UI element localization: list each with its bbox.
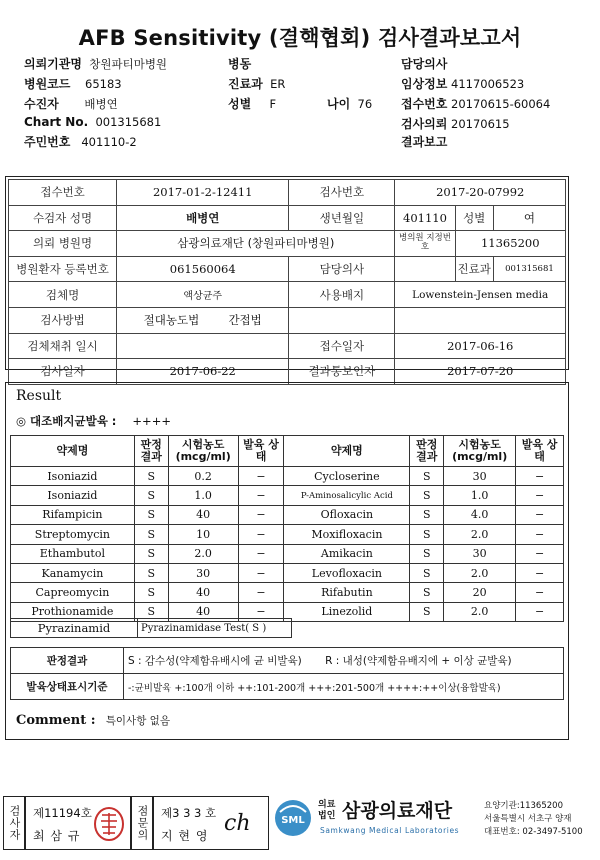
col-conc: 시험농도 (mcg/ml) (444, 436, 516, 467)
drug-conc: 2.0 (444, 602, 516, 621)
drug-conc: 30 (444, 467, 516, 486)
examiner-label: 검사자 (8, 805, 21, 841)
drug-conc: 2.0 (168, 544, 238, 563)
drug-drug: Isoniazid (11, 467, 135, 486)
col-growth: 발육 상태 (516, 436, 564, 467)
reviewer-signature: ch (224, 811, 251, 836)
header-receipt: 접수번호 20170615-60064 (401, 97, 551, 111)
reviewer-label-cell (131, 796, 153, 850)
drug-conc: 4.0 (444, 505, 516, 524)
drug-drug: Cycloserine (284, 467, 410, 486)
drug-judge: S (410, 544, 444, 563)
legend-table (10, 647, 564, 700)
header-ward: 병동 (228, 57, 252, 71)
info-dob-label: 생년월일 (289, 205, 395, 231)
judge-criteria: S : 감수성(약제함유배시에 균 비발육) R : 내성(약제함유배지에 + 이상 균발육) (124, 648, 564, 674)
drug-judge: S (134, 563, 168, 582)
header-resident: 주민번호 401110-2 (24, 135, 137, 149)
col-drug: 약제명 (284, 436, 410, 467)
drug-drug: Rifampicin (11, 505, 135, 524)
drug-drug: Capreomycin (11, 583, 135, 602)
drug-table (10, 435, 564, 622)
drug-conc: 20 (444, 583, 516, 602)
drug-growth: − (516, 525, 564, 544)
drug-conc: 30 (444, 544, 516, 563)
sml-logo-icon (272, 796, 314, 840)
info-hospital: 삼광의료재단 (창원파티마병원) (117, 231, 395, 257)
result-heading: Result (16, 388, 62, 404)
drug-conc: 1.0 (168, 486, 238, 505)
info-testno: 2017-20-07992 (395, 180, 566, 206)
header-doctor: 담당의사 (401, 57, 448, 71)
drug-judge: S (134, 583, 168, 602)
header-code: 병원코드 65183 (24, 77, 122, 91)
drug-growth: − (238, 505, 284, 524)
info-hospital-label: 의뢰 병원명 (9, 231, 117, 257)
reviewer-name: 지 현 영 (161, 829, 209, 843)
drug-row (11, 544, 564, 563)
header-dept: 진료과 ER (228, 77, 286, 91)
drug-drug: Prothionamide (11, 602, 135, 621)
info-dob: 401110 (395, 205, 455, 231)
drug-judge: S (410, 505, 444, 524)
examiner-name: 최 삼 규 (33, 829, 81, 843)
drug-drug: Ethambutol (11, 544, 135, 563)
pza-result: Pyrazinamidase Test( S ) (138, 619, 292, 638)
drug-drug: Kanamycin (11, 563, 135, 582)
drug-drug: P-Aminosalicylic Acid (284, 486, 410, 505)
drug-judge: S (410, 583, 444, 602)
header-hospital: 의뢰기관명 창원파티마병원 (24, 57, 168, 71)
info-doctor (395, 256, 455, 282)
drug-drug: Streptomycin (11, 525, 135, 544)
examiner-no: 제11194호 (33, 806, 92, 820)
org-en: Samkwang Medical Laboratories (320, 826, 460, 835)
drug-conc: 0.2 (168, 467, 238, 486)
drug-conc: 2.0 (444, 525, 516, 544)
info-specimen-label: 검체명 (9, 282, 117, 308)
drug-conc: 40 (168, 583, 238, 602)
drug-growth: − (238, 583, 284, 602)
info-reg: 061560064 (117, 256, 289, 282)
drug-row (11, 486, 564, 505)
drug-drug: Isoniazid (11, 486, 135, 505)
reviewer-label: 점문의 (136, 805, 149, 841)
info-testno-label: 검사번호 (289, 180, 395, 206)
info-testdate: 2017-06-22 (117, 359, 289, 385)
drug-conc: 30 (168, 563, 238, 582)
drug-drug: Amikacin (284, 544, 410, 563)
drug-row (11, 505, 564, 524)
info-doctor-label: 담당의사 (289, 256, 395, 282)
info-reg-label: 병원환자 등록번호 (9, 256, 117, 282)
info-dept-label: 진료과 (455, 256, 493, 282)
svg-text:SML: SML (281, 815, 305, 826)
header-chart: Chart No. 001315681 (24, 115, 162, 129)
drug-judge: S (410, 563, 444, 582)
drug-growth: − (516, 583, 564, 602)
drug-conc: 40 (168, 602, 238, 621)
drug-judge: S (134, 505, 168, 524)
drug-conc: 1.0 (444, 486, 516, 505)
drug-drug: Levofloxacin (284, 563, 410, 582)
drug-judge: S (134, 544, 168, 563)
report-title: AFB Sensitivity (결핵협회) 검사결과보고서 (78, 26, 522, 50)
drug-judge: S (134, 467, 168, 486)
info-dept: 001315681 (493, 256, 565, 282)
header-clinical: 임상정보 4117006523 (401, 77, 525, 91)
info-name: 배병연 (117, 205, 289, 231)
org-contact: 요양기관:11365200 서울특별시 서초구 양재 대표번호: 02-3497-5100 (484, 801, 583, 837)
pza-table (10, 618, 292, 638)
growth-label: 발육상태표시기준 (11, 674, 124, 700)
info-medium: Lowenstein-Jensen media (395, 282, 566, 308)
col-growth: 발육 상태 (238, 436, 284, 467)
info-sex: 여 (493, 205, 565, 231)
col-judge: 판정 결과 (134, 436, 168, 467)
drug-growth: − (516, 563, 564, 582)
info-table (8, 179, 566, 385)
drug-growth: − (516, 467, 564, 486)
header-patient: 수진자 배병연 (24, 97, 118, 111)
header-request: 검사의뢰 20170615 (401, 117, 510, 131)
info-specimen: 액상균주 (117, 282, 289, 308)
drug-judge: S (410, 467, 444, 486)
info-medium-label: 사용배지 (289, 282, 395, 308)
drug-growth: − (516, 486, 564, 505)
pza-drug: Pyrazinamid (11, 619, 138, 638)
info-method-label: 검사방법 (9, 307, 117, 333)
info-testdate-label: 검사일자 (9, 359, 117, 385)
info-box (5, 176, 569, 379)
header-report: 결과보고 (401, 135, 448, 149)
info-sex-label: 성별 (455, 205, 493, 231)
drug-judge: S (134, 486, 168, 505)
drug-row (11, 563, 564, 582)
info-name-label: 수검자 성명 (9, 205, 117, 231)
info-collect (117, 333, 289, 359)
info-receipt: 2017-01-2-12411 (117, 180, 289, 206)
examiner-label-cell (3, 796, 25, 850)
drug-growth: − (516, 544, 564, 563)
info-notify-label: 결과통보인자 (289, 359, 395, 385)
drug-growth: − (516, 602, 564, 621)
col-conc: 시험농도 (mcg/ml) (168, 436, 238, 467)
reviewer-no: 제3 3 3 호 (161, 806, 217, 820)
drug-row (11, 525, 564, 544)
drug-drug: Ofloxacin (284, 505, 410, 524)
drug-conc: 40 (168, 505, 238, 524)
drug-judge: S (410, 486, 444, 505)
examiner-cell (25, 796, 131, 850)
drug-growth: − (238, 602, 284, 621)
drug-conc: 10 (168, 525, 238, 544)
drug-growth: − (516, 505, 564, 524)
drug-drug: Moxifloxacin (284, 525, 410, 544)
drug-conc: 2.0 (444, 563, 516, 582)
info-hospno: 11365200 (455, 231, 565, 257)
drug-drug: Rifabutin (284, 583, 410, 602)
comment: Comment : 특이사항 없음 (16, 713, 170, 728)
drug-judge: S (134, 602, 168, 621)
info-recv: 2017-06-16 (395, 333, 566, 359)
reviewer-cell (153, 796, 269, 850)
info-collect-label: 검체채취 일시 (9, 333, 117, 359)
drug-growth: − (238, 525, 284, 544)
result-box (5, 382, 569, 740)
info-recv-label: 접수일자 (289, 333, 395, 359)
drug-drug: Linezolid (284, 602, 410, 621)
org-prefix: 의료 법인 (318, 800, 336, 821)
drug-growth: − (238, 544, 284, 563)
header-age: 나이 76 (327, 97, 373, 111)
drug-judge: S (410, 525, 444, 544)
info-hospno-label: 병의원 지정번호 (395, 231, 455, 257)
judge-label: 판정결과 (11, 648, 124, 674)
info-method: 절대농도법 간접법 (117, 307, 289, 333)
examiner-stamp-icon (92, 805, 126, 843)
drug-judge: S (410, 602, 444, 621)
growth-criteria: -:균비발육 +:100개 이하 ++:101-200개 +++:201-500개 ++++:++이상(융합발육) (124, 674, 564, 700)
info-notify: 2017-07-20 (395, 359, 566, 385)
drug-row (11, 583, 564, 602)
org-name: 삼광의료재단 (342, 800, 453, 822)
drug-growth: − (238, 563, 284, 582)
col-judge: 판정 결과 (410, 436, 444, 467)
drug-row (11, 467, 564, 486)
drug-growth: − (238, 486, 284, 505)
col-drug: 약제명 (11, 436, 135, 467)
drug-judge: S (134, 525, 168, 544)
header-sex: 성별 F (228, 97, 277, 111)
info-receipt-label: 접수번호 (9, 180, 117, 206)
control-growth: ◎ 대조배지균발육 : ++++ (16, 414, 171, 428)
drug-growth: − (238, 467, 284, 486)
